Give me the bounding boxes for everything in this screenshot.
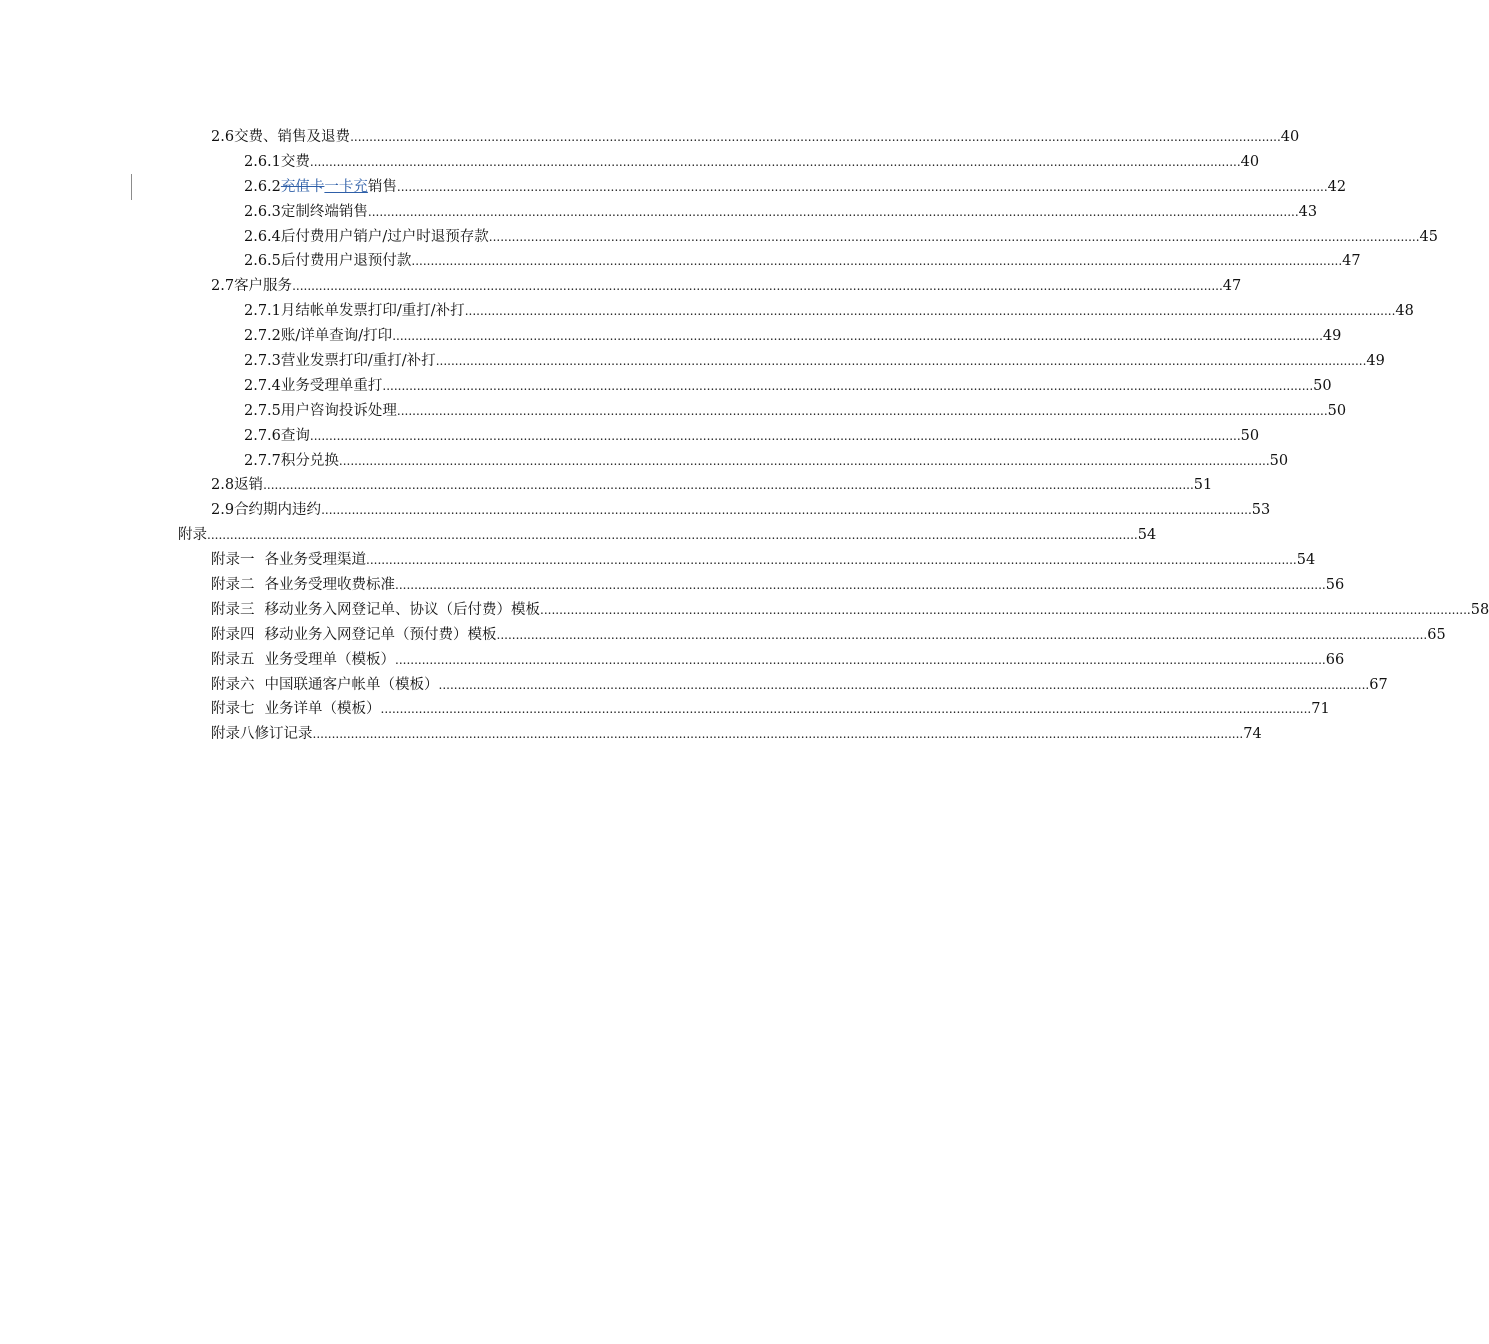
toc-entry-number: 2.7.4 bbox=[244, 377, 281, 394]
toc-entry-title: 各业务受理收费标准 bbox=[264, 577, 395, 594]
toc-dot-leader: .................................................................................................................................................................................................................................................... bbox=[392, 329, 1323, 344]
toc-entry-number: 附录六 bbox=[211, 676, 255, 693]
toc-entry-page: 66 bbox=[1325, 651, 1345, 668]
toc-entry-title: 后付费用户销户/过户时退预存款 bbox=[280, 228, 489, 245]
toc-dot-leader: .................................................................................................................................................................................................................................................... bbox=[312, 727, 1244, 742]
toc-entry-page: 65 bbox=[1427, 626, 1446, 643]
toc-entry-number: 附录三 bbox=[211, 601, 255, 618]
toc-entry[interactable] bbox=[0, 175, 1347, 200]
toc-entry-page: 45 bbox=[1419, 228, 1438, 245]
toc-entry[interactable] bbox=[0, 274, 1242, 299]
toc-entry[interactable] bbox=[0, 399, 1347, 424]
toc-entry-title: 月结帐单发票打印/重打/补打 bbox=[280, 303, 465, 320]
toc-entry[interactable] bbox=[0, 299, 1414, 324]
toc-entry-title: 业务受理单（模板） bbox=[264, 651, 395, 668]
toc-entry-appendix[interactable] bbox=[0, 722, 1262, 747]
toc-entry-page: 50 bbox=[1240, 427, 1260, 444]
toc-entry-title: 客户服务 bbox=[234, 278, 293, 295]
toc-entry-title-rest: 销售 bbox=[367, 178, 397, 195]
toc-entry-title: 查询 bbox=[280, 427, 310, 444]
toc-entry-title: 业务受理单重打 bbox=[280, 377, 383, 394]
toc-entry-page: 49 bbox=[1366, 353, 1385, 370]
toc-dot-leader: .................................................................................................................................................................................................................................................... bbox=[395, 578, 1326, 593]
toc-entry[interactable] bbox=[0, 150, 1260, 175]
toc-entry-number: 2.6 bbox=[211, 129, 235, 145]
toc-entry-number: 2.7.1 bbox=[244, 303, 281, 320]
toc-dot-leader: .................................................................................................................................................................................................................................................... bbox=[366, 553, 1297, 568]
toc-dot-leader: .................................................................................................................................................................................................................................................... bbox=[367, 204, 1299, 219]
toc-entry-number: 2.7 bbox=[211, 278, 235, 295]
toc-dot-leader: .................................................................................................................................................................................................................................................... bbox=[496, 627, 1428, 642]
toc-entry-page: 54 bbox=[1296, 552, 1316, 569]
toc-entry-appendix[interactable] bbox=[0, 548, 1316, 573]
toc-entry-number: 2.7.6 bbox=[244, 427, 281, 444]
toc-entry-number: 2.6.1 bbox=[244, 153, 281, 170]
toc-dot-leader: .................................................................................................................................................................................................................................................... bbox=[395, 652, 1326, 667]
toc-entry-number: 附录五 bbox=[211, 651, 255, 668]
toc-entry[interactable] bbox=[0, 449, 1289, 474]
toc-dot-leader: .................................................................................................................................................................................................................................................... bbox=[292, 279, 1223, 294]
toc-entry-page: 67 bbox=[1369, 676, 1388, 693]
toc-dot-leader: .................................................................................................................................................................................................................................................... bbox=[309, 154, 1241, 169]
toc-entry-title: 业务详单（模板） bbox=[264, 701, 381, 718]
toc-entry-appendix[interactable] bbox=[0, 673, 1388, 698]
toc-entry-number: 2.7.5 bbox=[244, 402, 281, 419]
toc-entry-title: 交费、销售及退费 bbox=[234, 129, 351, 145]
toc-entry[interactable] bbox=[0, 249, 1361, 274]
toc-entry-title: 账/详单查询/打印 bbox=[280, 328, 393, 345]
toc-entry[interactable] bbox=[0, 424, 1260, 449]
toc-entry-number: 2.7.2 bbox=[244, 328, 281, 345]
toc-dot-leader: .................................................................................................................................................................................................................................................... bbox=[338, 453, 1270, 468]
toc-entry[interactable] bbox=[0, 498, 1271, 523]
toc-entry-page: 71 bbox=[1311, 701, 1330, 718]
toc-entry-number: 2.9 bbox=[211, 502, 235, 519]
toc-entry-number: 附录一 bbox=[211, 552, 255, 569]
toc-entry-page: 51 bbox=[1193, 477, 1213, 494]
toc-entry-page: 49 bbox=[1322, 328, 1342, 345]
toc-entry-title bbox=[281, 175, 397, 200]
toc-entry-number: 2.6.3 bbox=[244, 203, 281, 220]
toc-entry[interactable] bbox=[0, 225, 1438, 250]
toc-entry-title: 后付费用户退预付款 bbox=[280, 253, 412, 270]
toc-entry-appendix-heading[interactable] bbox=[0, 523, 1157, 548]
toc-entry-appendix[interactable] bbox=[0, 623, 1446, 648]
toc-entry-page: 43 bbox=[1298, 203, 1318, 220]
toc-entry-appendix[interactable] bbox=[0, 648, 1345, 673]
toc-entry-number: 2.7.3 bbox=[244, 353, 281, 370]
toc-entry-page: 58 bbox=[1470, 601, 1489, 618]
toc-dot-leader: .................................................................................................................................................................................................................................................... bbox=[321, 503, 1252, 518]
toc-entry-title: 附录 bbox=[178, 527, 207, 544]
toc-entry-page: 40 bbox=[1280, 129, 1300, 145]
toc-entry-title: 修订记录 bbox=[254, 726, 313, 743]
toc-entry-page: 54 bbox=[1137, 527, 1157, 544]
toc-dot-leader: .................................................................................................................................................................................................................................................... bbox=[411, 254, 1343, 269]
toc-entry-title: 定制终端销售 bbox=[280, 203, 368, 220]
toc-entry-page: 50 bbox=[1313, 377, 1332, 394]
toc-dot-leader: .................................................................................................................................................................................................................................................... bbox=[435, 354, 1367, 369]
toc-entry-title: 各业务受理渠道 bbox=[264, 552, 366, 569]
toc-dot-leader: .................................................................................................................................................................................................................................................... bbox=[396, 179, 1328, 194]
toc-entry-number: 2.8 bbox=[211, 477, 235, 494]
toc-entry-page: 56 bbox=[1325, 577, 1345, 594]
toc-entry-page: 42 bbox=[1327, 178, 1347, 195]
toc-dot-leader: .................................................................................................................................................................................................................................................... bbox=[263, 478, 1194, 493]
toc-entry-appendix[interactable] bbox=[0, 697, 1330, 722]
table-of-contents bbox=[0, 125, 1489, 747]
toc-dot-leader: .................................................................................................................................................................................................................................................... bbox=[464, 304, 1396, 319]
toc-entry-page: 50 bbox=[1327, 402, 1347, 419]
toc-entry-number: 附录七 bbox=[211, 701, 255, 718]
toc-entry-title: 积分兑换 bbox=[280, 452, 339, 469]
toc-entry-page: 47 bbox=[1342, 253, 1361, 270]
toc-entry-number: 2.6.2 bbox=[244, 178, 281, 195]
toc-entry-number: 2.6.5 bbox=[244, 253, 281, 270]
toc-entry-title: 移动业务入网登记单（预付费）模板 bbox=[264, 626, 497, 643]
toc-entry[interactable] bbox=[0, 374, 1332, 399]
toc-entry-title: 移动业务入网登记单、协议（后付费）模板 bbox=[264, 601, 540, 618]
toc-entry-number: 附录四 bbox=[211, 626, 255, 643]
toc-entry[interactable] bbox=[0, 324, 1342, 349]
toc-entry-title: 返销 bbox=[234, 477, 264, 494]
toc-entry-number: 附录八 bbox=[211, 726, 255, 743]
tracked-deletion: 充值卡 bbox=[280, 178, 325, 195]
toc-dot-leader: .................................................................................................................................................................................................................................................... bbox=[438, 677, 1370, 692]
toc-entry-appendix[interactable] bbox=[0, 598, 1489, 623]
toc-entry-title: 合约期内违约 bbox=[234, 502, 322, 519]
toc-dot-leader: .................................................................................................................................................................................................................................................... bbox=[350, 130, 1281, 144]
toc-dot-leader: .................................................................................................................................................................................................................................................... bbox=[540, 602, 1471, 617]
toc-dot-leader: .................................................................................................................................................................................................................................................... bbox=[309, 428, 1241, 443]
toc-dot-leader: .................................................................................................................................................................................................................................................... bbox=[207, 528, 1138, 543]
toc-entry-title: 中国联通客户帐单（模板） bbox=[264, 676, 439, 693]
toc-entry-page: 47 bbox=[1222, 278, 1242, 295]
toc-entry-page: 48 bbox=[1395, 303, 1414, 320]
toc-dot-leader: .................................................................................................................................................................................................................................................... bbox=[488, 229, 1420, 244]
toc-entry-page: 40 bbox=[1240, 153, 1260, 170]
toc-dot-leader: .................................................................................................................................................................................................................................................... bbox=[396, 403, 1328, 418]
toc-entry-page: 50 bbox=[1269, 452, 1289, 469]
toc-dot-leader: .................................................................................................................................................................................................................................................... bbox=[382, 378, 1314, 393]
toc-entry[interactable] bbox=[0, 473, 1213, 498]
toc-entry-appendix[interactable] bbox=[0, 573, 1345, 598]
toc-entry[interactable] bbox=[0, 200, 1318, 225]
toc-entry[interactable] bbox=[0, 125, 1300, 150]
toc-entry-number: 2.6.4 bbox=[244, 228, 281, 245]
toc-entry-title: 交费 bbox=[280, 153, 310, 170]
toc-entry-number: 附录二 bbox=[211, 577, 255, 594]
toc-entry-title: 营业发票打印/重打/补打 bbox=[280, 353, 436, 370]
toc-dot-leader: .................................................................................................................................................................................................................................................... bbox=[380, 702, 1312, 717]
toc-entry-page: 74 bbox=[1243, 726, 1262, 743]
toc-entry-number: 2.7.7 bbox=[244, 452, 281, 469]
toc-entry[interactable] bbox=[0, 349, 1385, 374]
tracked-insertion: 一卡充 bbox=[324, 178, 368, 195]
toc-entry-page: 53 bbox=[1251, 502, 1271, 519]
toc-entry-title: 用户咨询投诉处理 bbox=[280, 402, 397, 419]
